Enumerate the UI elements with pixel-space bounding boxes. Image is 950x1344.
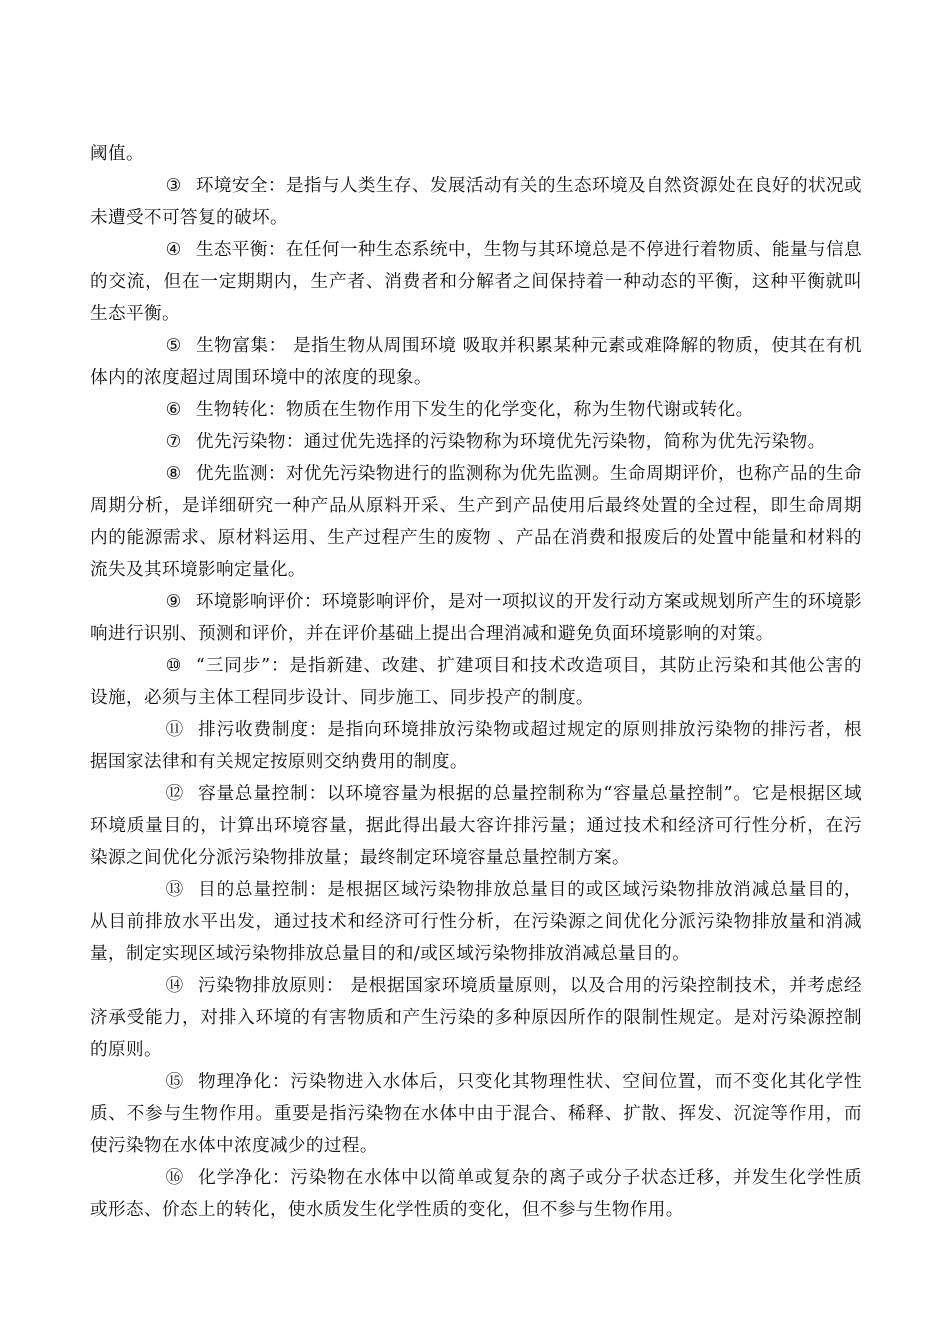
item-number: ⑫: [165, 784, 184, 804]
item-number: ⑯: [165, 1168, 184, 1188]
lead-paragraph: 阈值。: [90, 144, 144, 164]
document-page: [90, 138, 862, 1226]
definition-item: [90, 874, 862, 970]
item-number: ⑬: [165, 880, 184, 900]
item-text: 容量总量控制：以环境容量为根据的总量控制称为“容量总量控制”。它是根据区域环境质量目的，计算出环境容量，据此得出最大容许排污量；通过技术和经济可行性分析，在污染源之间优化分派污染物排放量；最终制定环境容量总量控制方案。: [90, 784, 862, 868]
item-text: 化学净化：污染物在水体中以简单或复杂的离子或分子状态迁移，并发生化学性质或形态、价态上的转化，使水质发生化学性质的变化，但不参与生物作用。: [90, 1168, 862, 1220]
item-text: 污染物排放原则： 是根据国家环境质量原则，以及合用的污染控制技术，并考虑经济承受能力，对排入环境的有害物质和产生污染的多种原因所作的限制性规定。是对污染源控制的原则。: [90, 976, 862, 1060]
item-text: 优先监测：对优先污染物进行的监测称为优先监测。生命周期评价，也称产品的生命周期分析，是详细研究一种产品从原料开采、生产到产品使用后最终处置的全过程，即生命周期内的能源需求、原材料运用、生产过程产生的废物 、产品在消费和报废后的处置中能量和材料的流失及其环境影响定量化。: [90, 464, 862, 580]
definition-item: [90, 394, 862, 426]
item-number: ⑭: [165, 976, 184, 996]
item-text: 环境安全：是指与人类生存、发展活动有关的生态环境及自然资源处在良好的状况或未遭受不可答复的破坏。: [90, 176, 862, 228]
item-text: 排污收费制度：是指向环境排放污染物或超过规定的原则排放污染物的排污者，根据国家法律和有关规定按原则交纳费用的制度。: [90, 720, 862, 772]
item-number: ③: [165, 176, 182, 196]
item-number: ⑥: [165, 400, 182, 420]
item-number: ⑧: [165, 464, 182, 484]
definition-item: [90, 426, 862, 458]
item-text: 生态平衡：在任何一种生态系统中，生物与其环境总是不停进行着物质、能量与信息的交流，但在一定期期内，生产者、消费者和分解者之间保持着一种动态的平衡，这种平衡就叫生态平衡。: [90, 240, 862, 324]
item-number: ⑮: [165, 1072, 184, 1092]
item-number: ⑦: [165, 432, 182, 452]
definition-item: [90, 234, 862, 330]
item-text: 生物转化：物质在生物作用下发生的化学变化，称为生物代谢或转化。: [195, 400, 754, 420]
definition-item: [90, 458, 862, 586]
item-number: ⑨: [165, 592, 182, 612]
definition-item: [90, 586, 862, 650]
item-number: ⑤: [165, 336, 182, 356]
item-text: “三同步”：是指新建、改建、扩建项目和技术改造项目，其防止污染和其他公害的设施，必须与主体工程同步设计、同步施工、同步投产的制度。: [90, 656, 862, 708]
item-text: 优先污染物：通过优先选择的污染物称为环境优先污染物，简称为优先污染物。: [195, 432, 826, 452]
item-number: ⑪: [165, 720, 184, 740]
definition-item: [90, 330, 862, 394]
item-number: ⑩: [165, 656, 182, 676]
definition-item: [90, 714, 862, 778]
item-text: 生物富集： 是指生物从周围环境 吸取并积累某种元素或难降解的物质，使其在有机体内的浓度超过周围环境中的浓度的现象。: [90, 336, 862, 388]
item-number: ④: [165, 240, 182, 260]
item-text: 目的总量控制：是根据区域污染物排放总量目的或区域污染物排放消减总量目的，从目前排放水平出发，通过技术和经济可行性分析，在污染源之间优化分派污染物排放量和消减量，制定实现区域污染物排放总量目的和/或区域污染物排放消减总量目的。: [90, 880, 862, 964]
definition-item: [90, 1162, 862, 1226]
definition-item: [90, 1066, 862, 1162]
item-text: 环境影响评价：环境影响评价，是对一项拟议的开发行动方案或规划所产生的环境影响进行识别、预测和评价，并在评价基础上提出合理消减和避免负面环境影响的对策。: [90, 592, 862, 644]
definition-item: [90, 650, 862, 714]
definition-item: [90, 970, 862, 1066]
item-text: 物理净化：污染物进入水体后，只变化其物理性状、空间位置，而不变化其化学性质、不参与生物作用。重要是指污染物在水体中由于混合、稀释、扩散、挥发、沉淀等作用，而使污染物在水体中浓度减少的过程。: [90, 1072, 862, 1156]
definition-item: [90, 778, 862, 874]
definition-item: [90, 170, 862, 234]
